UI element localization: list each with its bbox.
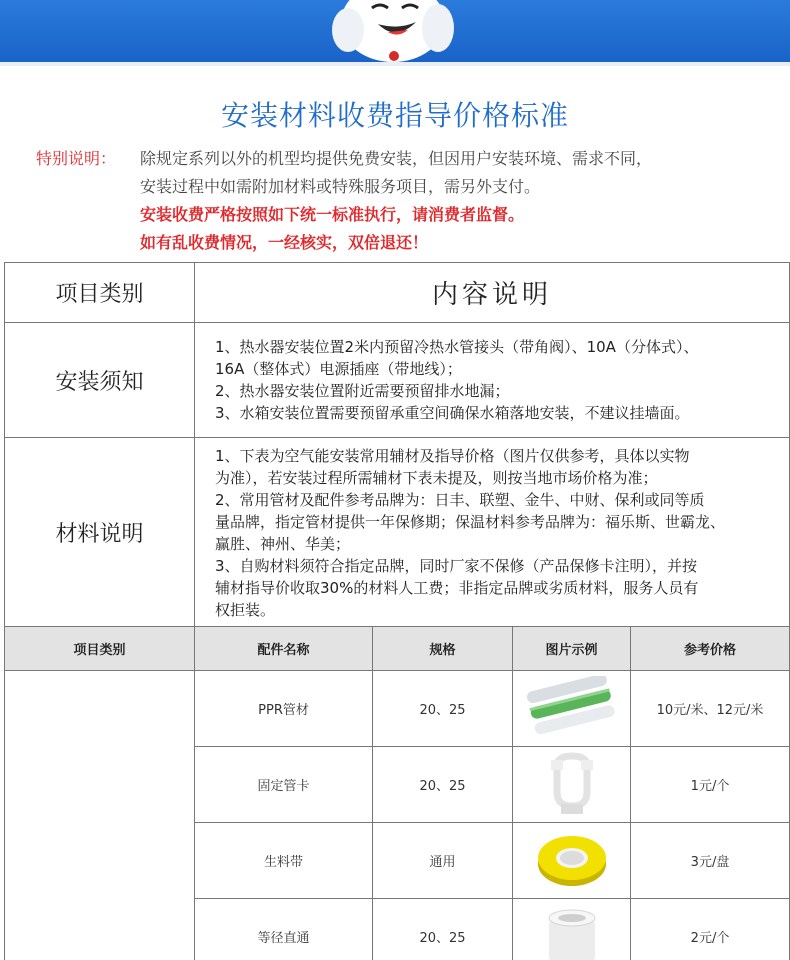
item-price: 10元/米、12元/米 bbox=[631, 671, 790, 747]
item-picture bbox=[513, 823, 631, 899]
item-name: 固定管卡 bbox=[195, 747, 373, 823]
info-table bbox=[4, 262, 790, 628]
col-price: 参考价格 bbox=[631, 627, 790, 671]
category-cell bbox=[5, 671, 195, 960]
item-price: 3元/盘 bbox=[631, 823, 790, 899]
item-spec: 通用 bbox=[373, 823, 513, 899]
install-category: 安装须知 bbox=[5, 323, 195, 438]
item-price: 1元/个 bbox=[631, 747, 790, 823]
top-banner bbox=[0, 0, 790, 62]
material-content bbox=[195, 438, 790, 628]
item-picture bbox=[513, 899, 631, 960]
install-row bbox=[5, 323, 790, 438]
material-line: 为准），若安装过程所需辅材下表未提及，则按当地市场价格为准； bbox=[215, 468, 658, 487]
material-row bbox=[5, 438, 790, 628]
material-line: 权拒装。 bbox=[215, 600, 276, 619]
material-line: 2、常用管材及配件参考品牌为：日丰、联塑、金牛、中财、保利或同等质 bbox=[215, 490, 705, 509]
col-category: 项目类别 bbox=[5, 627, 195, 671]
install-line: 16A（整体式）电源插座（带地线）； bbox=[215, 360, 462, 378]
warning-line: 安装收费严格按照如下统一标准执行，请消费者监督。 bbox=[140, 205, 525, 224]
mascot-dog-icon bbox=[318, 0, 468, 62]
material-line: 量品牌，指定管材提供一年保修期；保温材料参考品牌为：福乐斯、世霸龙、 bbox=[215, 512, 726, 531]
sealing-tape-icon bbox=[527, 828, 617, 894]
ppr-pipe-icon bbox=[527, 676, 617, 742]
material-line: 1、下表为空气能安装常用辅材及指导价格（图片仅供参考，具体以实物 bbox=[215, 446, 690, 465]
header-content: 内容说明 bbox=[195, 263, 790, 323]
item-picture bbox=[513, 747, 631, 823]
page-title: 安装材料收费指导价格标准 bbox=[220, 99, 569, 132]
materials-table bbox=[4, 626, 790, 960]
material-category: 材料说明 bbox=[5, 438, 195, 628]
warning-line: 如有乱收费情况，一经核实，双倍退还！ bbox=[140, 233, 429, 252]
item-spec: 20、25 bbox=[373, 899, 513, 960]
straight-coupling-icon bbox=[527, 904, 617, 960]
pipe-clamp-icon bbox=[527, 752, 617, 818]
item-name: 生料带 bbox=[195, 823, 373, 899]
col-spec: 规格 bbox=[373, 627, 513, 671]
item-name: 等径直通 bbox=[195, 899, 373, 960]
install-content bbox=[195, 323, 790, 438]
item-price: 2元/个 bbox=[631, 899, 790, 960]
col-name: 配件名称 bbox=[195, 627, 373, 671]
material-line: 3、自购材料须符合指定品牌，同时厂家不保修（产品保修卡注明），并按 bbox=[215, 556, 698, 575]
note-line: 除规定系列以外的机型均提供免费安装，但因用户安装环境、需求不同， bbox=[140, 149, 653, 168]
install-line: 1、热水器安装位置2米内预留冷热水管接头（带角阀）、10A（分体式）、 bbox=[215, 338, 699, 356]
item-picture bbox=[513, 671, 631, 747]
banner-divider bbox=[0, 62, 790, 66]
install-line: 2、热水器安装位置附近需要预留排水地漏； bbox=[215, 382, 510, 400]
install-line: 3、水箱安装位置需要预留承重空间确保水箱落地安装，不建议挂墙面。 bbox=[215, 404, 690, 422]
item-name: PPR管材 bbox=[195, 671, 373, 747]
item-spec: 20、25 bbox=[373, 671, 513, 747]
col-picture: 图片示例 bbox=[513, 627, 631, 671]
materials-header bbox=[5, 627, 790, 671]
material-line: 赢胜、神州、华美； bbox=[215, 534, 351, 553]
item-spec: 20、25 bbox=[373, 747, 513, 823]
material-line: 辅材指导价收取30%的材料人工费；非指定品牌或劣质材料，服务人员有 bbox=[215, 578, 699, 597]
table-row bbox=[5, 671, 790, 747]
note-label: 特别说明： bbox=[36, 149, 117, 168]
info-table-header bbox=[5, 263, 790, 323]
header-category: 项目类别 bbox=[5, 263, 195, 323]
note-line: 安装过程中如需附加材料或特殊服务项目，需另外支付。 bbox=[140, 177, 541, 196]
